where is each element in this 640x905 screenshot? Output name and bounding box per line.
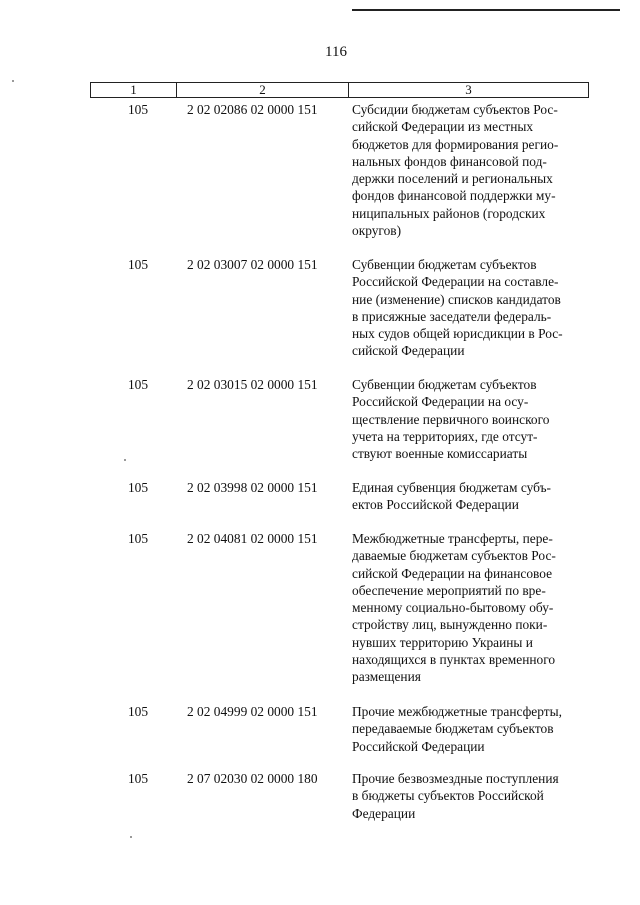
- description-line: Прочие межбюджетные трансферты,: [352, 704, 562, 719]
- description-line: Федерации: [352, 805, 416, 821]
- description-line: ниципальных районов (городских: [352, 205, 546, 221]
- admin-code: 105: [127, 257, 149, 272]
- description-line: Субсидии бюджетам субъектов Рос-: [352, 102, 558, 117]
- budget-class-code: 2 02 03015 02 0000 151: [187, 377, 318, 392]
- budget-class-code: 2 02 03007 02 0000 151: [187, 257, 318, 272]
- description-line: бюджетов для формирования регио-: [352, 136, 559, 152]
- description-line: нальных фондов финансовой под-: [352, 153, 547, 169]
- description-line: Российской Федерации на осу-: [352, 394, 529, 410]
- description-line: сийской Федерации: [352, 343, 465, 359]
- description-line: Российской Федерации: [352, 738, 485, 754]
- description-line: округов): [352, 223, 402, 239]
- description-line: учета на территориях, где отсут-: [352, 428, 538, 444]
- row-description: [352, 101, 592, 239]
- row-description: [352, 479, 592, 514]
- admin-code: 105: [127, 480, 149, 495]
- row-description: [352, 703, 592, 755]
- description-line: фондов финансовой поддержки му-: [352, 188, 556, 204]
- description-line: размещения: [352, 669, 421, 685]
- description-line: даваемые бюджетам субъектов Рос-: [352, 548, 556, 564]
- description-line: ствуют военные комиссариаты: [352, 446, 528, 462]
- description-line: Российской Федерации на составле-: [352, 274, 559, 290]
- description-line: Межбюджетные трансферты, пере-: [352, 531, 553, 546]
- budget-class-code: 2 02 03998 02 0000 151: [187, 480, 318, 495]
- admin-code: 105: [127, 531, 149, 546]
- description-line: обеспечение мероприятий по вре-: [352, 582, 546, 598]
- budget-class-code: 2 02 04081 02 0000 151: [187, 531, 318, 546]
- header-col-2: 2: [177, 83, 349, 97]
- row-description: [352, 256, 592, 360]
- table-header: [90, 82, 589, 98]
- description-line: ществление первичного воинского: [352, 411, 550, 427]
- description-line: держки поселений и региональных: [352, 171, 553, 187]
- admin-code: 105: [127, 704, 149, 719]
- admin-code: 105: [127, 102, 149, 117]
- description-line: в присяжные заседатели федераль-: [352, 308, 552, 324]
- top-rule: [352, 9, 620, 11]
- scan-speck: [124, 459, 126, 461]
- description-line: нувших территорию Украины и: [352, 634, 533, 650]
- row-description: [352, 376, 592, 462]
- description-line: менному социально-бытовому обу-: [352, 600, 554, 616]
- description-line: находящихся в пунктах временного: [352, 652, 556, 668]
- description-line: Прочие безвозмездные поступления: [352, 771, 559, 786]
- description-line: Единая субвенция бюджетам субъ-: [352, 480, 551, 495]
- description-line: стройству лиц, вынужденно поки-: [352, 617, 548, 633]
- admin-code: 105: [127, 771, 149, 786]
- description-line: в бюджеты субъектов Российской: [352, 788, 544, 804]
- description-line: передаваемые бюджетам субъектов: [352, 721, 554, 737]
- row-description: [352, 770, 592, 822]
- description-line: ние (изменение) списков кандидатов: [352, 291, 561, 307]
- description-line: ектов Российской Федерации: [352, 497, 519, 513]
- page-number: 116: [325, 44, 347, 60]
- scan-speck: [130, 836, 132, 838]
- row-description: [352, 530, 592, 686]
- description-line: Субвенции бюджетам субъектов: [352, 377, 537, 392]
- scan-speck: [12, 80, 14, 82]
- description-line: сийской Федерации на финансовое: [352, 565, 553, 581]
- description-line: Субвенции бюджетам субъектов: [352, 257, 537, 272]
- header-col-1: 1: [91, 83, 177, 97]
- admin-code: 105: [127, 377, 149, 392]
- description-line: сийской Федерации из местных: [352, 119, 534, 135]
- budget-class-code: 2 02 04999 02 0000 151: [187, 704, 318, 719]
- budget-class-code: 2 02 02086 02 0000 151: [187, 102, 318, 117]
- description-line: ных судов общей юрисдикции в Рос-: [352, 326, 563, 342]
- budget-class-code: 2 07 02030 02 0000 180: [187, 771, 318, 786]
- header-col-3: 3: [465, 82, 472, 97]
